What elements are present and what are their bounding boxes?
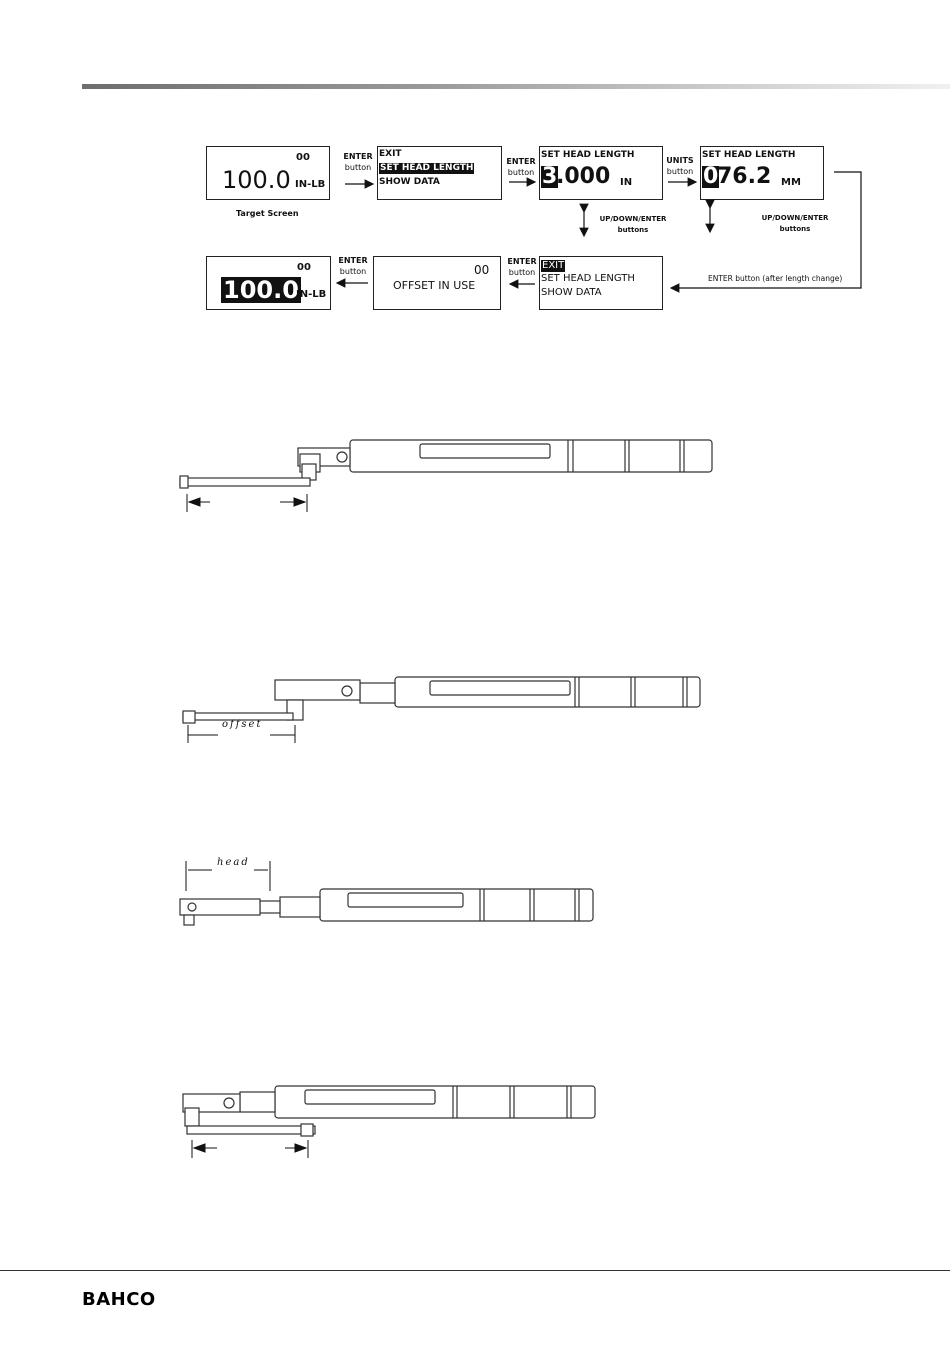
head-in-value-cursor: 3 <box>542 164 558 189</box>
enter-label-3: ENTER button <box>507 257 537 277</box>
arrow-return <box>671 172 861 288</box>
footer-rule <box>0 1270 950 1271</box>
head-in-title: SET HEAD LENGTH <box>541 150 635 160</box>
final-code: 00 <box>297 262 311 273</box>
target-caption: Target Screen <box>236 209 299 218</box>
menu1-exit: EXIT <box>379 149 402 159</box>
head-label: head <box>217 857 250 868</box>
final-unit: IN-LB <box>296 289 327 300</box>
head-in-value: .000 <box>556 164 611 189</box>
menu2-exit: EXIT <box>542 260 565 271</box>
head-mm-value: 76.2 <box>717 164 772 189</box>
head-mm-value-cursor: 0 <box>703 164 719 189</box>
menu2-show-data: SHOW DATA <box>541 287 602 298</box>
enter-after-label: ENTER button (after length change) <box>708 274 843 283</box>
enter-label-4: ENTER button <box>338 256 368 276</box>
target-value: 100.0 <box>222 166 291 194</box>
updown-label-2: UP/DOWN/ENTER buttons <box>761 214 829 233</box>
units-label: UNITS button <box>666 156 694 176</box>
wrench-diagram-2 <box>175 665 715 750</box>
head-mm-unit: MM <box>781 177 801 188</box>
target-unit: IN-LB <box>295 179 326 190</box>
enter-label-1: ENTER button <box>343 152 373 172</box>
wrench-diagram-1 <box>170 430 730 520</box>
target-code: 00 <box>296 152 310 163</box>
offset-text: OFFSET IN USE <box>393 279 476 292</box>
menu1-show-data: SHOW DATA <box>379 177 440 187</box>
final-value: 100.0 <box>223 276 299 304</box>
offset-code: 00 <box>474 263 490 277</box>
updown-label-1: UP/DOWN/ENTER buttons <box>599 215 667 234</box>
wrench-diagram-4 <box>175 1078 615 1163</box>
menu1-set-head-length: SET HEAD LENGTH <box>380 163 474 173</box>
enter-label-2: ENTER button <box>506 157 536 177</box>
offset-label: offset <box>222 719 263 730</box>
menu2-set-head-length: SET HEAD LENGTH <box>541 273 635 284</box>
brand-logo: BAHCO <box>82 1289 156 1310</box>
flow-arrows <box>0 0 950 330</box>
head-in-unit: IN <box>620 177 633 188</box>
head-mm-title: SET HEAD LENGTH <box>702 150 796 160</box>
